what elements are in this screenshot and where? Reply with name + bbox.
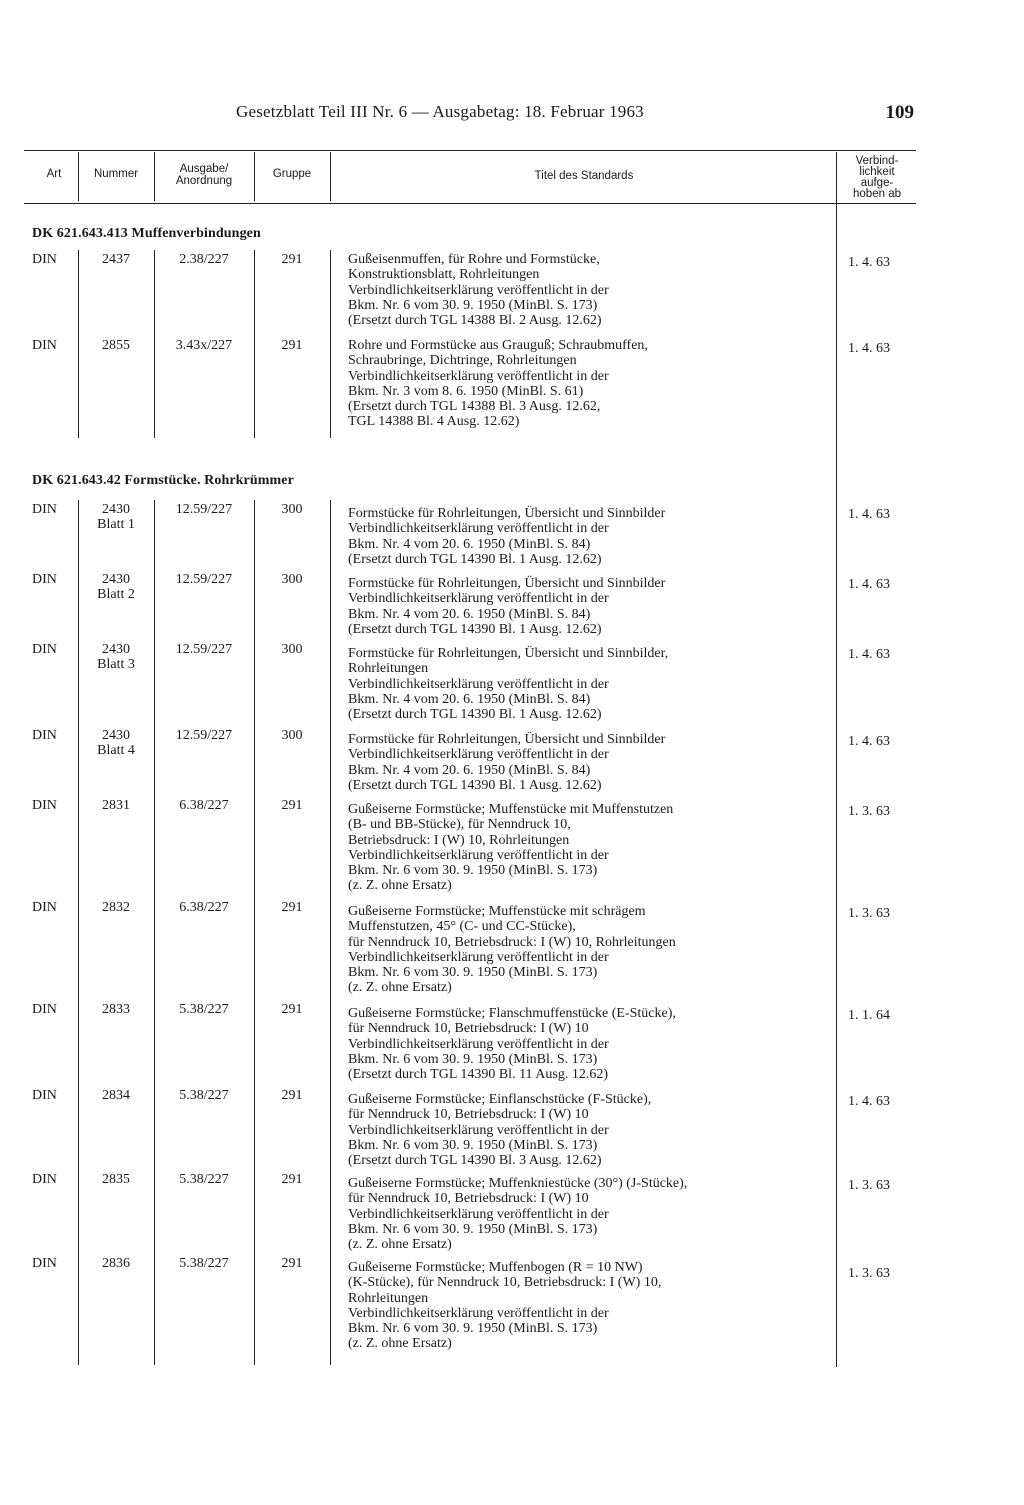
cell-gruppe: 300 [281, 728, 303, 743]
cell-art: DIN [32, 252, 57, 267]
cell-gruppe: 300 [281, 642, 303, 657]
cell-nummer: 2834 [102, 1088, 130, 1103]
cell-aufgehoben: 1. 4. 63 [848, 341, 890, 356]
cell-nummer: 2430 Blatt 2 [97, 572, 135, 603]
cell-aufgehoben: 1. 3. 63 [848, 1178, 890, 1193]
cell-art: DIN [32, 900, 57, 915]
cell-art: DIN [32, 1172, 57, 1187]
cell-art: DIN [32, 338, 57, 353]
table-top-rule [24, 150, 916, 151]
cell-art: DIN [32, 1256, 57, 1271]
cell-aufgehoben: 1. 4. 63 [848, 734, 890, 749]
cell-gruppe: 291 [281, 338, 303, 353]
cell-gruppe: 291 [281, 1002, 303, 1017]
cell-gruppe: 291 [281, 1256, 303, 1271]
column-separator [254, 152, 255, 201]
cell-gruppe: 291 [281, 252, 303, 267]
column-separator [78, 500, 79, 1365]
cell-art: DIN [32, 502, 57, 517]
cell-aufgehoben: 1. 1. 64 [848, 1008, 890, 1023]
cell-gruppe: 291 [281, 798, 303, 813]
cell-ausgabe: 5.38/227 [179, 1088, 229, 1103]
section-heading: DK 621.643.413 Muffenverbindungen [32, 226, 261, 241]
cell-nummer: 2835 [102, 1172, 130, 1187]
cell-aufgehoben: 1. 3. 63 [848, 1266, 890, 1281]
column-header-titel: Titel des Standards [534, 170, 634, 182]
cell-aufgehoben: 1. 4. 63 [848, 255, 890, 270]
section-heading: DK 621.643.42 Formstücke. Rohrkrümmer [32, 473, 294, 488]
cell-nummer: 2430 Blatt 4 [97, 728, 135, 759]
cell-ausgabe: 5.38/227 [179, 1002, 229, 1017]
cell-title: Formstücke für Rohrleitungen, Übersicht und Sinnbilder Verbindlichkeitserklärung veröffentlicht in der Bkm. Nr. 4 vom 20. 6. 1950 (MinBl. S. 84) (Ersetzt durch TGL 14390 Bl. 1 Ausg. 12.62) [348, 576, 666, 637]
header-title: Gesetzblatt Teil III Nr. 6 — Ausgabetag: 18. Februar 1963 [236, 102, 644, 121]
cell-nummer: 2832 [102, 900, 130, 915]
cell-gruppe: 291 [281, 1172, 303, 1187]
cell-aufgehoben: 1. 4. 63 [848, 577, 890, 592]
column-separator [154, 250, 155, 438]
cell-gruppe: 291 [281, 900, 303, 915]
cell-gruppe: 300 [281, 572, 303, 587]
cell-aufgehoben: 1. 4. 63 [848, 507, 890, 522]
column-separator [78, 152, 79, 201]
column-separator [154, 152, 155, 201]
column-header-art: Art [46, 168, 62, 180]
cell-art: DIN [32, 728, 57, 743]
cell-title: Gußeiserne Formstücke; Muffenstücke mit schrägem Muffenstutzen, 45° (C- und CC-Stücke), für Nenndruck 10, Betriebsdruck: I (W) 10, Rohrleitungen Verbindlichkeitserklärung veröffentlicht in der Bkm. Nr. 6 vom 30. 9. 1950 (MinBl. S. 173) (z. Z. ohne Ersatz) [348, 904, 676, 996]
cell-title: Formstücke für Rohrleitungen, Übersicht und Sinnbilder, Rohrleitungen Verbindlichkeitserklärung veröffentlicht in der Bkm. Nr. 4 vom 20. 6. 1950 (MinBl. S. 84) (Ersetzt durch TGL 14390 Bl. 1 Ausg. 12.62) [348, 646, 669, 723]
column-header-verbindlichkeit: Verbind- lichkeit aufge- hoben ab [853, 155, 901, 200]
column-separator-verbindlichkeit [836, 152, 837, 1367]
cell-nummer: 2437 [102, 252, 130, 267]
cell-aufgehoben: 1. 4. 63 [848, 647, 890, 662]
column-separator [330, 152, 331, 201]
page-header [236, 102, 916, 126]
column-separator [330, 250, 331, 438]
cell-title: Gußeiserne Formstücke; Muffenkniestücke (30°) (J-Stücke), für Nenndruck 10, Betriebsdruck: I (W) 10 Verbindlichkeitserklärung veröffentlicht in der Bkm. Nr. 6 vom 30. 9. 1950 (MinBl. S. 173) (z. Z. ohne Ersatz) [348, 1176, 688, 1253]
cell-nummer: 2430 Blatt 3 [97, 642, 135, 673]
cell-ausgabe: 5.38/227 [179, 1172, 229, 1187]
cell-ausgabe: 2.38/227 [179, 252, 229, 267]
cell-art: DIN [32, 572, 57, 587]
cell-title: Gußeiserne Formstücke; Muffenbogen (R = 10 NW) (K-Stücke), für Nenndruck 10, Betriebsdruck: I (W) 10, Rohrleitungen Verbindlichkeitserklärung veröffentlicht in der Bkm. Nr. 6 vom 30. 9. 1950 (MinBl. S. 173) (z. Z. ohne Ersatz) [348, 1260, 662, 1352]
cell-ausgabe: 6.38/227 [179, 798, 229, 813]
cell-title: Gußeiserne Formstücke; Muffenstücke mit Muffenstutzen (B- und BB-Stücke), für Nenndruck 10, Betriebsdruck: I (W) 10, Rohrleitungen Verbindlichkeitserklärung veröffentlicht in der Bkm. Nr. 6 vom 30. 9. 1950 (MinBl. S. 173) (z. Z. ohne Ersatz) [348, 802, 674, 894]
cell-aufgehoben: 1. 4. 63 [848, 1094, 890, 1109]
cell-ausgabe: 5.38/227 [179, 1256, 229, 1271]
cell-ausgabe: 12.59/227 [175, 502, 233, 517]
cell-ausgabe: 12.59/227 [175, 642, 233, 657]
table-header-rule [24, 203, 916, 204]
column-header-nummer: Nummer [93, 168, 139, 180]
column-separator [78, 250, 79, 438]
cell-aufgehoben: 1. 3. 63 [848, 906, 890, 921]
cell-aufgehoben: 1. 3. 63 [848, 804, 890, 819]
cell-ausgabe: 6.38/227 [179, 900, 229, 915]
cell-title: Gußeiserne Formstücke; Flanschmuffenstücke (E-Stücke), für Nenndruck 10, Betriebsdruck: I (W) 10 Verbindlichkeitserklärung veröffentlicht in der Bkm. Nr. 6 vom 30. 9. 1950 (MinBl. S. 173) (Ersetzt durch TGL 14390 Bl. 11 Ausg. 12.62) [348, 1006, 676, 1083]
column-separator [330, 500, 331, 1365]
cell-title: Formstücke für Rohrleitungen, Übersicht und Sinnbilder Verbindlichkeitserklärung veröffentlicht in der Bkm. Nr. 4 vom 20. 6. 1950 (MinBl. S. 84) (Ersetzt durch TGL 14390 Bl. 1 Ausg. 12.62) [348, 732, 666, 793]
column-header-gruppe: Gruppe [272, 168, 312, 180]
cell-title: Gußeiserne Formstücke; Einflanschstücke (F-Stücke), für Nenndruck 10, Betriebsdruck: I (W) 10 Verbindlichkeitserklärung veröffentlicht in der Bkm. Nr. 6 vom 30. 9. 1950 (MinBl. S. 173) (Ersetzt durch TGL 14390 Bl. 3 Ausg. 12.62) [348, 1092, 652, 1169]
cell-art: DIN [32, 1002, 57, 1017]
cell-nummer: 2831 [102, 798, 130, 813]
column-separator [254, 250, 255, 438]
cell-title: Gußeisenmuffen, für Rohre und Formstücke, Konstruktionsblatt, Rohrleitungen Verbindlichkeitserklärung veröffentlicht in der Bkm. Nr. 6 vom 30. 9. 1950 (MinBl. S. 173) (Ersetzt durch TGL 14388 Bl. 2 Ausg. 12.62) [348, 252, 609, 329]
cell-art: DIN [32, 642, 57, 657]
column-header-ausgabe: Ausgabe/ Anordnung [175, 163, 233, 187]
cell-title: Formstücke für Rohrleitungen, Übersicht und Sinnbilder Verbindlichkeitserklärung veröffentlicht in der Bkm. Nr. 4 vom 20. 6. 1950 (MinBl. S. 84) (Ersetzt durch TGL 14390 Bl. 1 Ausg. 12.62) [348, 506, 666, 567]
cell-ausgabe: 12.59/227 [175, 728, 233, 743]
cell-nummer: 2855 [102, 338, 130, 353]
cell-art: DIN [32, 1088, 57, 1103]
cell-nummer: 2833 [102, 1002, 130, 1017]
cell-title: Rohre und Formstücke aus Grauguß; Schraubmuffen, Schraubringe, Dichtringe, Rohrleitungen Verbindlichkeitserklärung veröffentlicht in der Bkm. Nr. 3 vom 8. 6. 1950 (MinBl. S. 61) (Ersetzt durch TGL 14388 Bl. 3 Ausg. 12.62, TGL 14388 Bl. 4 Ausg. 12.62) [348, 338, 648, 430]
cell-ausgabe: 12.59/227 [175, 572, 233, 587]
cell-gruppe: 291 [281, 1088, 303, 1103]
cell-ausgabe: 3.43x/227 [175, 338, 233, 353]
page-number: 109 [885, 102, 914, 123]
cell-nummer: 2836 [102, 1256, 130, 1271]
column-separator [154, 500, 155, 1365]
column-separator [254, 500, 255, 1365]
cell-art: DIN [32, 798, 57, 813]
cell-gruppe: 300 [281, 502, 303, 517]
cell-nummer: 2430 Blatt 1 [97, 502, 135, 533]
